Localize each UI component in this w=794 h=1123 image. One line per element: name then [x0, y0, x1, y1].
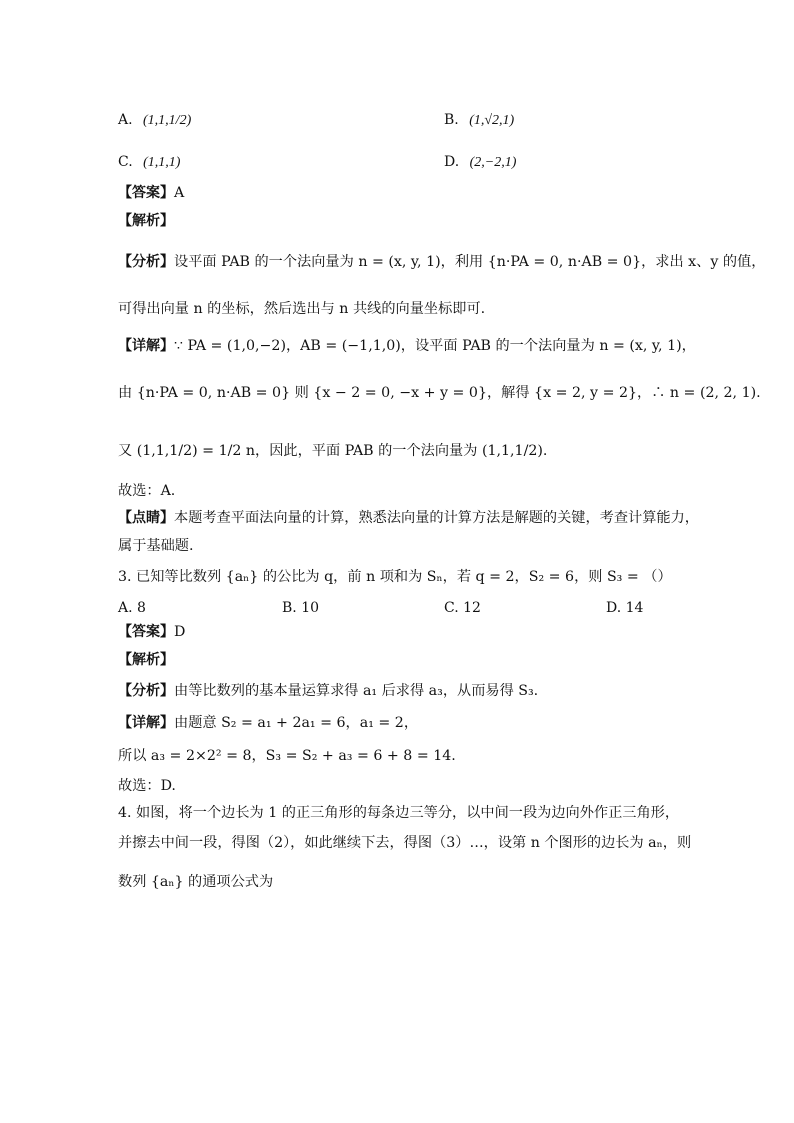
q3-answer-line: [118, 622, 185, 642]
answer-line: [118, 183, 184, 203]
answer-value: A: [174, 185, 185, 201]
q4-line-1: [118, 803, 679, 823]
q3-stem-text: 3. 已知等比数列 {aₙ} 的公比为 q，前 n 项和为 Sₙ，若 q = 2，S₂ = 6，则 S₃ = （）: [118, 569, 672, 585]
q3-answer-tag: 【答案】: [118, 624, 174, 640]
dianjing-line-1: [118, 508, 699, 528]
xiangjie-text-3: 又 (1,1,1/2) = 1/2 n，因此，平面 PAB 的一个法向量为 (1,1,1/2).: [118, 443, 548, 459]
q3-option-a: A. 8: [118, 600, 146, 616]
xiangjie-line-1: [118, 336, 696, 356]
dianjing-line-2: [118, 536, 193, 556]
option-c: [118, 152, 180, 173]
xiangjie-text-1: ∵ PA = (1,0,−2)，AB = (−1,1,0)，设平面 PAB 的一个法向量为 n = (x, y, 1)，: [174, 338, 696, 354]
q3-fenxi-text: 由等比数列的基本量运算求得 a₁ 后求得 a₃，从而易得 S₃.: [174, 683, 539, 699]
q3-fenxi-line: [118, 681, 538, 701]
option-a-label: A.: [118, 112, 133, 128]
q4-line-2: [118, 833, 691, 853]
q3-fenxi-tag: 【分析】: [118, 683, 174, 699]
q3-xiangjie-text: 由题意 S₂ = a₁ + 2a₁ = 6，a₁ = 2，: [174, 715, 419, 731]
xiangjie-text-2: 由 {n·PA = 0, n·AB = 0} 则 {x − 2 = 0, −x + y = 0}，解得 {x = 2, y = 2}，∴ n = (2, 2, 1).: [118, 385, 761, 401]
xiangjie-line-3: [118, 441, 547, 461]
q3-step-line: [118, 746, 456, 766]
q3-xiangjie-tag: 【详解】: [118, 715, 174, 731]
fenxi-tag: 【分析】: [118, 254, 174, 270]
q3-step-text: 所以 a₃ = 2×2² = 8，S₃ = S₂ + a₃ = 6 + 8 = 14.: [118, 748, 456, 764]
q3-option-d: D. 14: [606, 600, 644, 616]
q3-option-b: B. 10: [282, 600, 320, 616]
option-a-value: (1,1,1/2): [143, 113, 192, 128]
option-d-value: (2,−2,1): [469, 155, 517, 170]
analysis-tag: 【解析】: [118, 213, 174, 229]
q3-xiangjie-line: [118, 713, 418, 733]
q4-text-3: 数列 {aₙ} 的通项公式为: [118, 874, 274, 890]
choose-line: [118, 481, 175, 501]
option-b-value: (1,√2,1): [469, 113, 515, 128]
dianjing-tag: 【点睛】: [118, 510, 174, 526]
fenxi-text-2: 可得出向量 n 的坐标，然后选出与 n 共线的向量坐标即可.: [118, 301, 486, 317]
q3-analysis-heading: [118, 650, 174, 670]
dianjing-text-2: 属于基础题.: [118, 538, 194, 554]
q4-text-1: 4. 如图，将一个边长为 1 的正三角形的每条边三等分，以中间一段为边向外作正三角形，: [118, 805, 680, 821]
option-b: [444, 110, 514, 131]
fenxi-line-2: [118, 299, 485, 319]
dianjing-text-1: 本题考查平面法向量的计算，熟悉法向量的计算方法是解题的关键，考查计算能力，: [174, 510, 699, 526]
option-c-label: C.: [118, 154, 133, 170]
fenxi-text-1: 设平面 PAB 的一个法向量为 n = (x, y, 1)，利用 {n·PA = 0, n·AB = 0}，求出 x、y 的值，: [174, 254, 766, 270]
option-a: [118, 110, 191, 131]
q3-answer-value: D: [174, 624, 186, 640]
q3-choose-line: [118, 776, 176, 796]
choose-text: 故选：A.: [118, 483, 176, 499]
q3-analysis-tag: 【解析】: [118, 652, 174, 668]
fenxi-line-1: [118, 252, 765, 272]
xiangjie-tag: 【详解】: [118, 338, 174, 354]
option-c-value: (1,1,1): [143, 155, 181, 170]
q3-option-c: C. 12: [444, 600, 481, 616]
q3-choose-text: 故选：D.: [118, 778, 176, 794]
answer-tag: 【答案】: [118, 185, 174, 201]
q4-text-2: 并擦去中间一段，得图（2），如此继续下去，得图（3）…，设第 n 个图形的边长为 aₙ，则: [118, 835, 692, 851]
q4-line-3: [118, 872, 273, 892]
option-d: [444, 152, 516, 173]
option-d-label: D.: [444, 154, 460, 170]
q3-stem: [118, 567, 672, 587]
analysis-heading: [118, 211, 174, 231]
option-b-label: B.: [444, 112, 459, 128]
xiangjie-line-2: [118, 383, 761, 403]
